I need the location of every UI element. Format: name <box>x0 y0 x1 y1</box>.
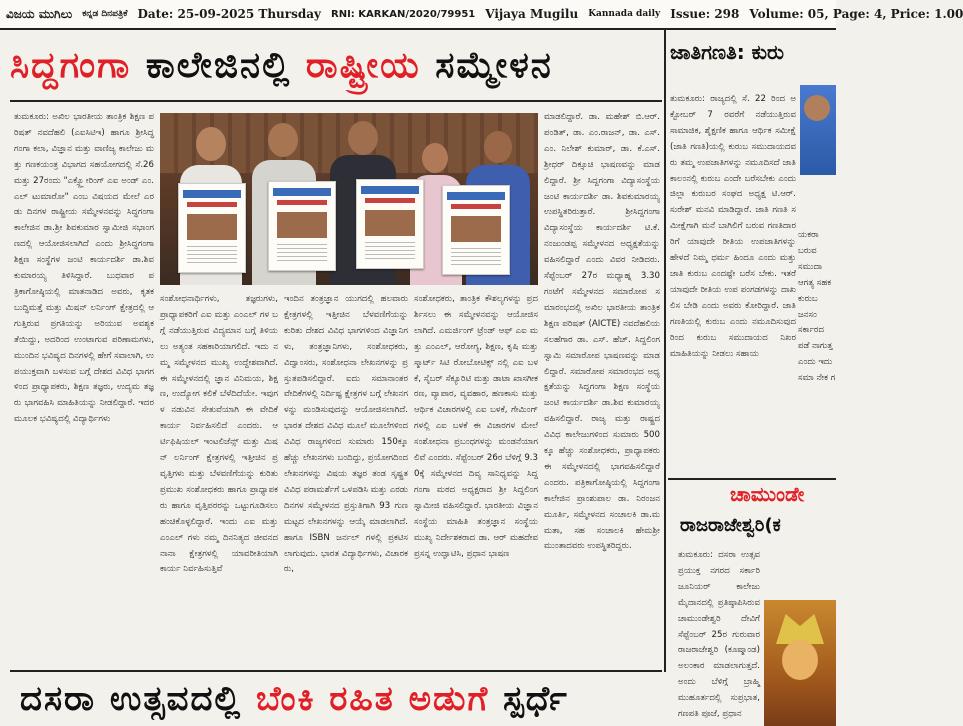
conference-poster-4 <box>442 185 510 275</box>
goddess-face <box>782 640 818 680</box>
poster-title-band <box>447 192 505 200</box>
chamunde-headline: ಚಾಮುಂಡೇ <box>730 482 805 506</box>
side-headline: ಜಾತಿಗಣತಿ: ಕುರು <box>670 40 784 64</box>
poster-title-band <box>273 188 331 196</box>
photo-head-1 <box>196 127 226 161</box>
conference-poster-1 <box>178 183 246 273</box>
headline-part-2: ಕಾಲೇಜಿನಲ್ಲಿ <box>145 45 292 86</box>
footer-headline <box>20 672 670 726</box>
poster-image <box>451 216 501 242</box>
article-text-4: ಸಂಶೋಧಕರು, ತಾಂತ್ರಿಕ ಕೌಶಲ್ಯಗಳನ್ನು ಪ್ರದರ್ಶಿಸಲು ಈ ಸಮ್ಮೇಳನವನ್ನು ಆಯೋಜಿಸಲಾಗಿದೆ. ಎಮರ್ಜಿಂಗ್ ಟ್ರೆಂಡ್ ಆಫ್ ಎಐ ಮತ್ತು ಎಂಎಲ್, ಆರೋಗ್ಯ, ಶಿಕ್ಷಣ, ಕೃಷಿ ಮತ್ತು ಸ್ಮಾರ್ಟ್ ಸಿಟಿ ರೋಬೋಟಿಕ್ಸ್ ನಲ್ಲಿ ಎಐ ಬಳಕೆ, ಸೈಬರ್ ಸೆಕ್ಯೂರಿಟಿ ಮತ್ತು ಡಾಟಾ ಖಾಸಗೀಕರಣ, ವ್ಯಾಪಾರ, ವ್ಯವಹಾರ, ಹಣಕಾಸು ಮತ್ತು ಆರ್ಥಿಕ ವಿಚಾರಗಳಲ್ಲಿ ಎಐ ಬಳಕೆ, ಗೇಮಿಂಗ್ ಗಳಲ್ಲಿ ಎಐ ಬಳಕೆ ಈ ವಿಚಾರಗಳ ಮೇಲೆ ಸಂಶೋಧನಾ ಪ್ರಬಂಧಗಳನ್ನು ಮಂಡನೆಯಾಗಲಿವೆ ಎಂದರು. ಸೆಪ್ಟೆಂಬರ್ 26ರ ಬೆಳಿಗ್ಗೆ 9.30ಕ್ಕೆ ಸಮ್ಮೇಳನದ ದಿವ್ಯ ಸಾನಿಧ್ಯವನ್ನು ಸಿದ್ದಗಂಗಾ ಮಠದ ಅಧ್ಯಕ್ಷರಾದ ಶ್ರೀ ಸಿದ್ದಲಿಂಗ ಸ್ವಾಮೀಜಿ ವಹಿಸಲಿದ್ದಾರೆ. ಭಾರತೀಯ ವಿಜ್ಞಾನ ಸಂಸ್ಥೆಯ ಮಾಹಿತಿ ತಂತ್ರಜ್ಞಾನ ಸಂಸ್ಥೆಯ ಮುಖ್ಯ ನಿರ್ದೇಶಕರಾದ ಡಾ. ಆರ್ ಮಹದೇವ ಪ್ರಸನ್ನ ಉದ್ಘಾಟಿಸಿ, ಪ್ರಧಾನ ಭಾಷಣ <box>414 294 538 559</box>
footer-part-6: ಸ್ಪರ್ಧೆ <box>503 679 569 719</box>
headline-divider <box>10 100 662 102</box>
right-section-divider <box>668 478 836 480</box>
article-text-3: ಇಂದಿನ ತಂತ್ರಜ್ಞಾನ ಯುಗದಲ್ಲಿ ಹಲವಾರು ಕ್ಷೇತ್ರಗಳಲ್ಲಿ ಇತ್ತೀಚಿನ ಬೆಳವಣಿಗೆಯನ್ನು ಕುರಿತು ದೇಶದ ವಿವಿಧ ಭಾಗಗಳಿಂದ ವಿಜ್ಞಾನಿಗಳು, ತಂತ್ರಜ್ಞಾನಿಗಳು, ಸಂಶೋಧಕರು, ವಿದ್ವಾಂಸರು, ಸಂಶೋಧನಾ ಲೇಖನಗಳನ್ನು ಪ್ರಸ್ತುತಪಡಿಸಲಿದ್ದಾರೆ. ಐದು ಸಮಾನಾಂತರ ವೇದಿಕೆಗಳಲ್ಲಿ ನಿರ್ದಿಷ್ಟ ಕ್ಷೇತ್ರಗಳ ಬಗ್ಗೆ ಲೇಖನಗಳನ್ನು ಮಂಡಿಸುವುದನ್ನು ಆಯೋಜಿಸಲಾಗಿದೆ. ಭಾರತ ದೇಶದ ವಿವಿಧ ಮೂಲೆ ಮೂಲೆಗಳಿಂದ ವಿವಿಧ ರಾಜ್ಯಗಳಿಂದ ಸುಮಾರು 150ಕ್ಕೂ ಹೆಚ್ಚು ಲೇಖನಗಳು ಬಂದಿದ್ದು, ಪ್ರಯೋಗದಿಂದ ಲೇಖನಗಳನ್ನು ವಿಷಯ ತಜ್ಞರ ತಂಡ ಸೃಷ್ಟ್ರತ ವಿವಿಧ ಪರಾಮರ್ಶೆಗೆ ಒಳಪಡಿಸಿ ಮತ್ತು ಎರಡು ದಿನಗಳ ಸಮ್ಮೇಳನದ ಪ್ರಸ್ತುತಿಗಾಗಿ 93 ಗುಣಮಟ್ಟದ ಲೇಖನಗಳನ್ನು ಆಯ್ಕೆ ಮಾಡಲಾಗಿದೆ. ಹಾಗೂ ISBN ಜರ್ನಲ್ ಗಳಲ್ಲಿ ಪ್ರಕಟಿಸಲಾಗುವುದು. ಭಾರತ ವಿದ್ಯಾರ್ಥಿಗಳು, ವಿಚಾರಕರು, <box>284 294 408 575</box>
conference-poster-3 <box>356 179 424 269</box>
poster-subtitle-band <box>277 200 327 205</box>
poster-subtitle-band <box>365 198 415 203</box>
footer-part-5: ಅಡುಗೆ <box>408 679 490 719</box>
right-article-text: ತುಮಕೂರು: ರಾಜ್ಯದಲ್ಲಿ ಸೆ. 22 ರಿಂದ ಅಕ್ಟೋಬರ್ 7 ರವರೆಗೆ ನಡೆಯುತ್ತಿರುವ ಸಾಮಾಜಿಕ, ಶೈಕ್ಷಣಿಕ ಹಾಗೂ ಆರ್ಥಿಕ ಸಮೀಕ್ಷೆ (ಜಾತಿ ಗಣತಿ)ಯಲ್ಲಿ ಕುರುಬ ಸಮುದಾಯದವರು ತಮ್ಮ ಉಪಜಾತಿಗಳನ್ನು ನಮೂದಿಸದೆ ಜಾತಿ ಕಾಲಂನಲ್ಲಿ ಕುರುಬ ಎಂದೇ ಬರೆಸಬೇಕು ಎಂದು ಜಿಲ್ಲಾ ಕುರುಬರ ಸಂಘದ ಅಧ್ಯಕ್ಷ ಟಿ.ಆರ್. ಸುರೇಶ್ ಮನವಿ ಮಾಡಿದ್ದಾರೆ. ಜಾತಿ ಗಣತಿ ಸಮೀಕ್ಷೆಗಾಗಿ ಮನೆ ಬಾಗಿಲಿಗೆ ಬರುವ ಗಣತಿದಾರರಿಗೆ ಯಾವುದೇ ರೀತಿಯ ಉಪಜಾತಿಗಳನ್ನು ಹೇಳದೆ ನಿಮ್ಮ ಧರ್ಮ ಹಿಂದೂ ಎಂದು ಮತ್ತು ಜಾತಿ ಕುರುಬ ಎಂದಷ್ಟೇ ಬರೆಸ ಬೇಕು. ಇತರೆ ಯಾವುದೇ ರೀತಿಯ ಉಪ ಪಂಗಡಗಳನ್ನು ದಾಖಲಿಸ ಬೇಡಿ ಎಂದು ಅವರು ಕೋರಿದ್ದಾರೆ. ಜಾತಿ ಗಣತಿಯಲ್ಲಿ ಕುರುಬ ಎಂದು ನಮೂದಿಸುವುದರಿಂದ ಕುರುಬ ಸಮುದಾಯದ ನಿಖರ ಮಾಹಿತಿಯನ್ನು ನೀಡಲು ಸಹಾಯ <box>670 94 796 359</box>
dasara-article-text: ತುಮಕೂರು: ದಸರಾ ಉತ್ಸವ ಪ್ರಯುಕ್ತ ನಗರದ ಸರ್ಕಾರಿ ಜೂನಿಯರ್ ಕಾಲೇಜು ಮೈದಾನದಲ್ಲಿ ಪ್ರತಿಷ್ಠಾಪಿಸಿರುವ ಚಾಮುಂಡೇಶ್ವರಿ ದೇವಿಗೆ ಸೆಪ್ಟೆಂಬರ್ 25ರ ಗುರುವಾರ ರಾಜರಾಜೇಶ್ವರಿ (ಕೂಷ್ಮಾಂಡ) ಅಲಂಕಾರ ಮಾಡಲಾಗುತ್ತದೆ. ಅಂದು ಬೆಳಿಗ್ಗೆ ಬ್ರಾಹ್ಮಿ ಮುಹೂರ್ತದಲ್ಲಿ ಸುಪ್ರಭಾತ, ಗಣಪತಿ ಪೂಜೆ, ಪ್ರಧಾನ <box>678 550 760 720</box>
issue-date: Date: 25-09-2025 Thursday <box>137 7 321 21</box>
paper-tagline: ಕನ್ನಡ ದಿನಪತ್ರಿಕೆ <box>82 9 128 19</box>
poster-text-lines <box>277 244 327 264</box>
goddess-photo <box>764 600 836 726</box>
headline-part-3: ರಾಷ್ಟ್ರೀಯ <box>305 45 421 86</box>
rajarajeshwari-headline: ರಾಜರಾಜೇಶ್ವರಿ(ಕ <box>680 515 781 536</box>
poster-image <box>365 210 415 236</box>
article-column-3 <box>284 292 408 670</box>
photo-head-4 <box>422 143 448 173</box>
poster-text-lines <box>451 248 501 268</box>
headline-part-1: ಸಿದ್ದಗಂಗಾ <box>10 45 132 86</box>
conference-poster-2 <box>268 181 336 271</box>
poster-text-lines <box>187 246 237 266</box>
footer-part-2: ಉತ್ಸವದಲ್ಲಿ <box>109 679 243 719</box>
poster-subtitle-band <box>187 202 237 207</box>
column-divider <box>664 30 666 672</box>
masthead <box>0 0 963 30</box>
volume-info: Volume: 05, Page: 4, Price: 1.00 <box>749 7 963 21</box>
poster-image <box>277 212 327 238</box>
footer-part-3: ಬೆಂಕಿ <box>255 679 316 719</box>
poster-subtitle-band <box>451 204 501 209</box>
paper-type: Kannada daily <box>588 9 661 19</box>
headline-part-4: ಸಮ್ಮೇಳನ <box>435 45 553 86</box>
poster-image <box>187 214 237 240</box>
poster-text-lines <box>365 242 415 262</box>
poster-title-band <box>361 186 419 194</box>
main-headline <box>10 36 660 96</box>
article-text-2: ಸಂಶೋಧನಾರ್ಥಿಗಳು, ತಜ್ಞರುಗಳು, ಪ್ರಾಧ್ಯಾಪಕರಿಗೆ ಎಐ ಮತ್ತು ಎಂಎಲ್ ಗಳ ಬಗ್ಗೆ ನಡೆಯುತ್ತಿರುವ ವಿದ್ಯಮಾನ ಬಗ್ಗೆ ತಿಳಿಯಲು ಅತ್ಯಂತ ಸಹಕಾರಿಯಾಗಲಿದೆ. ಇದು ನಮ್ಮ ಸಮ್ಮೇಳನದ ಮುಖ್ಯ ಉದ್ದೇಶವಾಗಿದೆ. ಈ ಸಮ್ಮೇಳನದಲ್ಲಿ ಜ್ಞಾನ ವಿನಿಮಯ, ಶಿಕ್ಷಣ, ಉದ್ಯೋಗ ಕಲಿಕೆ ಬೆಳೆದಿದೆಯೇ. ಇವುಗಳ ನಡುವಿನ ಸೇತುವೆಯಾಗಿ ಈ ವೇದಿಕೆ ಕಾರ್ಯ ನಿರ್ವಹಿಸಲಿದೆ ಎಂದರು. ಆರ್ಟಿಫಿಷಿಯಲ್ ಇಂಟಲಿಜೆನ್ಸ್ ಮತ್ತು ಮಿಷನ್ ಲರ್ನಿಂಗ್ ಕ್ಷೇತ್ರಗಳಲ್ಲಿ ಇತ್ತೀಚಿನ ಪ್ರವೃತ್ತಿಗಳು ಮತ್ತು ಬೆಳವಣಿಗೆಯನ್ನು ಕುರಿತು ಪ್ರಮುಖ ಸಂಶೋಧಕರು ಹಾಗೂ ಪ್ರಾಧ್ಯಾಪಕರು ಹಾಗೂ ವೃತ್ತಿಪರರನ್ನು ಒಟ್ಟುಗೂಡಿಸಲು ಹಂಚಿಕೊಳ್ಳಲಿದ್ದಾರೆ. ಇಂದು ಎಐ ಮತ್ತು ಎಂಎಲ್ ಗಳು ನಮ್ಮ ದಿನನಿತ್ಯದ ಜೀವನದ ನಾನಾ ಕ್ಷೇತ್ರಗಳಲ್ಲಿ ಯಾವರೀತಿಯಾಗಿ ಕಾರ್ಯ ನಿರ್ವಹಿಸುತ್ತಿವೆ <box>160 294 278 575</box>
footer-part-4: ರಹಿತ <box>329 679 395 719</box>
article-column-2 <box>160 292 278 670</box>
footer-part-1: ದಸರಾ <box>20 679 97 719</box>
photo-head-5 <box>484 131 512 163</box>
right-portrait-photo <box>800 85 836 175</box>
dasara-article-column <box>678 548 760 724</box>
right-article-column <box>670 92 796 474</box>
photo-head-3 <box>348 121 378 155</box>
event-photo <box>160 113 538 285</box>
issue-number: Issue: 298 <box>670 7 740 21</box>
article-text-1: ತುಮಕೂರು: ಅಖಿಲ ಭಾರತೀಯ ತಾಂತ್ರಿಕ ಶಿಕ್ಷಣ ಪರಿಷತ್ ನವದೆಹಲಿ (ಎಐಸಿಟಿಇ) ಹಾಗೂ ಶ್ರೀಸಿದ್ಧಗಂಗಾ ಕಲಾ, ವಿಜ್ಞಾನ ಮತ್ತು ವಾಣಿಜ್ಯ ಕಾಲೇಜು ಮತ್ತು ಗಣಕಯಂತ್ರ ವಿಭಾಗದ ಸಹಯೋಗದಲ್ಲಿ ಸೆ.26 ಮತ್ತು 27ರಂದು "ಎಕ್ಸ್ಪ್ಲೋರಿಂಗ್ ಎಐ ಅಂಡ್ ಎಂ.ಎಲ್ ಟುಮಾರೋ" ಎಂಬ ವಿಷಯದ ಮೇಲೆ ಎರಡು ದಿನಗಳ ರಾಷ್ಟ್ರೀಯ ಸಮ್ಮೇಳನವನ್ನು ಸಿದ್ಧಗಂಗಾ ಕಾಲೇಜಿನ ಡಾ.ಶ್ರೀ ಶಿವಕುಮಾರ ಸ್ವಾಮೀಜಿ ಸಭಾಂಗಣದಲ್ಲಿ ಆಯೋಜಿಸಲಾಗಿದೆ ಎಂದು ಶ್ರೀಸಿದ್ಧಗಂಗಾ ಶಿಕ್ಷಣ ಸಂಸ್ಥೆಗಳ ಜಂಟಿ ಕಾರ್ಯದರ್ಶಿ ಡಾ.ಶಿವಕುಮಾರಯ್ಯ ತಿಳಿಸಿದ್ದಾರೆ. ಬುಧವಾರ ಪತ್ರಿಕಾಗೋಷ್ಠಿಯಲ್ಲಿ ಮಾತನಾಡಿದ ಅವರು, ಕೃತಕ ಬುದ್ಧಿಮತ್ತೆ ಮತ್ತು ಮಿಷನ್ ಲರ್ನಿಂಗ್ ಕ್ಷೇತ್ರದಲ್ಲಿ ಆಗುತ್ತಿರುವ ಪ್ರಗತಿಯನ್ನು ಅರಿಯುವ ಅವಶ್ಯಕತೆಯಿದ್ದು, ಅದರಿಂದ ಉಂಟಾಗುವ ಪರಿಣಾಮಗಳು, ಮುಂದಿನ ಭವಿಷ್ಯದ ದಿನಗಳಲ್ಲಿ ಹೇಗೆ ಸವಾಲಾಗಿ, ಉಪಯುಕ್ತವಾಗಿ ಬಳಸುವ ಬಗ್ಗೆ ದೇಶದ ವಿವಿಧ ಭಾಗಗಳಿಂದ ಪ್ರಾಧ್ಯಾಪಕರು, ಶಿಕ್ಷಣ ತಜ್ಞರು, ಉದ್ಯಮ ತಜ್ಞರು ಭಾಗವಹಿಸಿ ಮಾಹಿತಿಯನ್ನು ನೀಡಲಿದ್ದಾರೆ. ಇದರ ಮೂಲಕ ಭವಿಷ್ಯದಲ್ಲಿ ವಿದ್ಯಾರ್ಥಿಗಳು <box>14 112 154 425</box>
article-text-5: ಮಾಡಲಿದ್ದಾರೆ. ಡಾ. ಮಹೇಶ್ ಬಿ.ಆರ್. ಪಂಡಿತ್, ಡಾ. ಎಂ.ರಾಜನ್, ಡಾ. ಎಸ್. ಎಂ. ನಿಲೇಶ್ ಕುಮಾರ್, ಡಾ. ಕೆ.ಎಸ್.ಶ್ರೀಧರ್ ದಿಕ್ಸೂಚಿ ಭಾಷಣವನ್ನು ಮಾಡಲಿದ್ದಾರೆ. ಶ್ರೀ ಸಿದ್ದಗಂಗಾ ವಿದ್ಯಾಸಂಸ್ಥೆಯ ಜಂಟಿ ಕಾರ್ಯದರ್ಶಿ ಡಾ. ಶಿವಕುಮಾರಯ್ಯ ಉಪಸ್ಥಿತರಿರುತ್ತಾರೆ. ಶ್ರೀಸಿದ್ದಗಂಗಾ ವಿದ್ಯಾಸಂಸ್ಥೆಯ ಕಾರ್ಯದರ್ಶಿ ಟಿ.ಕೆ. ನಂಜುಂಡಪ್ಪ ಸಮ್ಮೇಳನದ ಅಧ್ಯಕ್ಷತೆಯನ್ನು ವಹಿಸಲಿದ್ದಾರೆ ಎಂದು ವಿವರ ನೀಡಿದರು. ಸೆಪ್ಟೆಂಬರ್ 27ರ ಮಧ್ಯಾಹ್ನ 3.30 ಗಂಟೆಗೆ ಸಮ್ಮೇಳನದ ಸಮಾರೋಪ ಸಮಾರಂಭದಲ್ಲಿ ಅಖಿಲ ಭಾರತೀಯ ತಾಂತ್ರಿಕ ಶಿಕ್ಷಣ ಪರಿಷತ್ (AICTE) ನವದೆಹಲಿಯ ಸಲಹೆಗಾರ ಡಾ. ಎಸ್. ಹೆಚ್. ಸಿದ್ದಲಿಂಗಸ್ವಾಮಿ ಸಮಾರೋಪ ಭಾಷಣವನ್ನು ಮಾಡಲಿದ್ದಾರೆ. ಸಮಾರೋಪ ಸಮಾರಂಭದ ಅಧ್ಯಕ್ಷತೆಯನ್ನು ಸಿದ್ದಗಂಗಾ ಶಿಕ್ಷಣ ಸಂಸ್ಥೆಯ ಜಂಟಿ ಕಾರ್ಯದರ್ಶಿ ಡಾ.ಶಿವ ಕುಮಾರಯ್ಯ ವಹಿಸಲಿದ್ದಾರೆ. ರಾಜ್ಯ ಮತ್ತು ರಾಷ್ಟ್ರದ ವಿವಿಧ ಕಾಲೇಜುಗಳಿಂದ ಸುಮಾರು 500ಕ್ಕೂ ಹೆಚ್ಚು ಸಂಶೋಧಕರು, ಪ್ರಾಧ್ಯಾಪಕರು ಈ ಸಮ್ಮೇಳನದಲ್ಲಿ ಭಾಗವಹಿಸಲಿದ್ದಾರೆ ಎಂದರು. ಪತ್ರಿಕಾಗೋಷ್ಠಿಯಲ್ಲಿ ಸಿದ್ದಗಂಗಾ ಕಾಲೇಜಿನ ಪ್ರಾಂಶುಪಾಲ ಡಾ. ನಿರಂಜನಮೂರ್ತಿ, ಸಮ್ಮೇಳನದ ಸಂಚಾಲಕಿ ಡಾ.ಮಮತಾ, ಸಹ ಸಂಚಾಲಕಿ ಹೇಮಶ್ರೀ ಮುಂತಾದವರು ಉಪಸ್ಥಿತರಿದ್ದರು. <box>544 112 660 552</box>
paper-title-kannada: ವಿಜಯ ಮುಗಿಲು <box>6 6 73 21</box>
article-column-1 <box>14 110 154 670</box>
paper-name-english: Vijaya Mugilu <box>485 7 579 21</box>
poster-title-band <box>183 190 241 198</box>
cut-off-text: ಯಕರಾ ಬರುವ ಸಮುದಾ ಆಗತ್ಯ ಸಹಕ ಕುರುಬ ಜನಸಂ ಸರ್ಕಾರದ ಪಡೆ ನಾಗುತ್ತ ಎಂದು ಇದು ಸಮಾ ನೇಕ ಗ <box>798 230 836 384</box>
portrait-head <box>804 95 830 121</box>
article-column-5 <box>544 110 660 670</box>
cut-off-column <box>798 228 836 387</box>
rni-number: RNI: KARKAN/2020/79951 <box>331 8 476 20</box>
article-column-4 <box>414 292 538 670</box>
photo-head-2 <box>268 123 298 157</box>
